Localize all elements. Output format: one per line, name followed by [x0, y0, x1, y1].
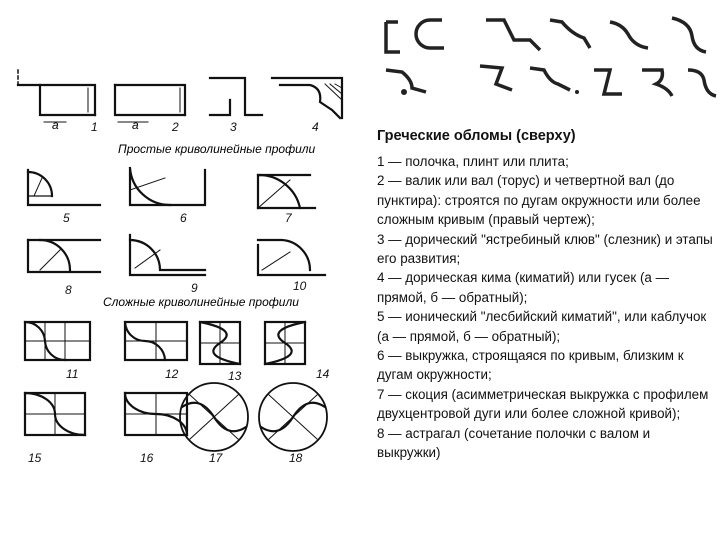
profile-10: [258, 240, 325, 275]
figure-number: 6: [180, 211, 187, 225]
caption-item: 5 — ионический "лесбийский киматий", или каблучок (а — прямой, б — обратный);: [377, 309, 707, 344]
profile-8: [28, 240, 100, 272]
profile-4: [272, 78, 342, 118]
caption-item: 1 — полочка, плинт или плита;: [377, 154, 569, 169]
caption-item: 8 — астрагал (сочетание полочки с валом и выкружки): [377, 425, 651, 461]
figure-number: 17: [209, 451, 223, 465]
dimension-label-a-2: a: [132, 118, 139, 132]
sketches-svg: [372, 0, 720, 125]
figure-number: 12: [165, 367, 179, 381]
profile-9: [130, 235, 205, 275]
profile-11: [25, 322, 90, 360]
caption-item: 2 — валик или вал (торус) и четвертной вал (до пунктира): строятся по дугам окружности или более сложным кривым (правый чертеж);: [377, 173, 701, 228]
caption-item: 7 — скоция (асимметрическая выкружка с профилем двухцентровой дуги или более сложной кривой);: [377, 386, 709, 422]
profile-3: [210, 78, 262, 115]
figure-number: 8: [65, 283, 72, 297]
profile-7: [258, 175, 315, 208]
profile-14: [265, 322, 305, 364]
figure-number: 11: [66, 367, 79, 381]
figure-number: 5: [63, 211, 70, 225]
figure-number: 18: [289, 451, 303, 465]
profile-1: [18, 70, 95, 122]
figure-number: 14: [316, 367, 330, 381]
caption-list: [377, 152, 713, 463]
profile-12: [125, 322, 187, 360]
profile-16: [125, 393, 187, 435]
figure-number: 1: [91, 120, 98, 134]
dimension-label-a-1: a: [52, 118, 59, 132]
caption-title: Греческие обломы (сверху): [377, 128, 576, 144]
figure-number: 7: [285, 211, 292, 225]
figure-number: 10: [293, 279, 307, 293]
figure-number: 15: [28, 451, 42, 465]
profile-6: [130, 168, 205, 205]
section-complex-label: Сложные криволинейные профили: [103, 295, 299, 309]
caption-item: 6 — выкружка, строящаяся по кривым, близким к дугам окружности;: [377, 348, 684, 383]
profile-13: [200, 322, 240, 364]
figure-number: 13: [228, 369, 242, 383]
profile-18: [259, 383, 327, 451]
figure-number: 4: [312, 120, 319, 134]
caption-item: 4 — дорическая кима (киматий) или гусек (а — прямой, б — обратный);: [377, 270, 669, 305]
figure-number: 16: [140, 451, 154, 465]
profile-15: [25, 393, 85, 435]
caption-item: 3 — дорический "ястребиный клюв" (слезник) и этапы его развития;: [377, 231, 713, 267]
profile-2: [115, 85, 185, 122]
profile-5: [28, 170, 100, 205]
figure-number: 2: [172, 120, 179, 134]
profile-17: [180, 383, 248, 451]
figure-number: 9: [191, 281, 198, 295]
section-simple-label: Простые криволинейные профили: [118, 142, 316, 156]
figure-number: 3: [230, 120, 237, 134]
small-profile-sketches: [372, 0, 720, 125]
